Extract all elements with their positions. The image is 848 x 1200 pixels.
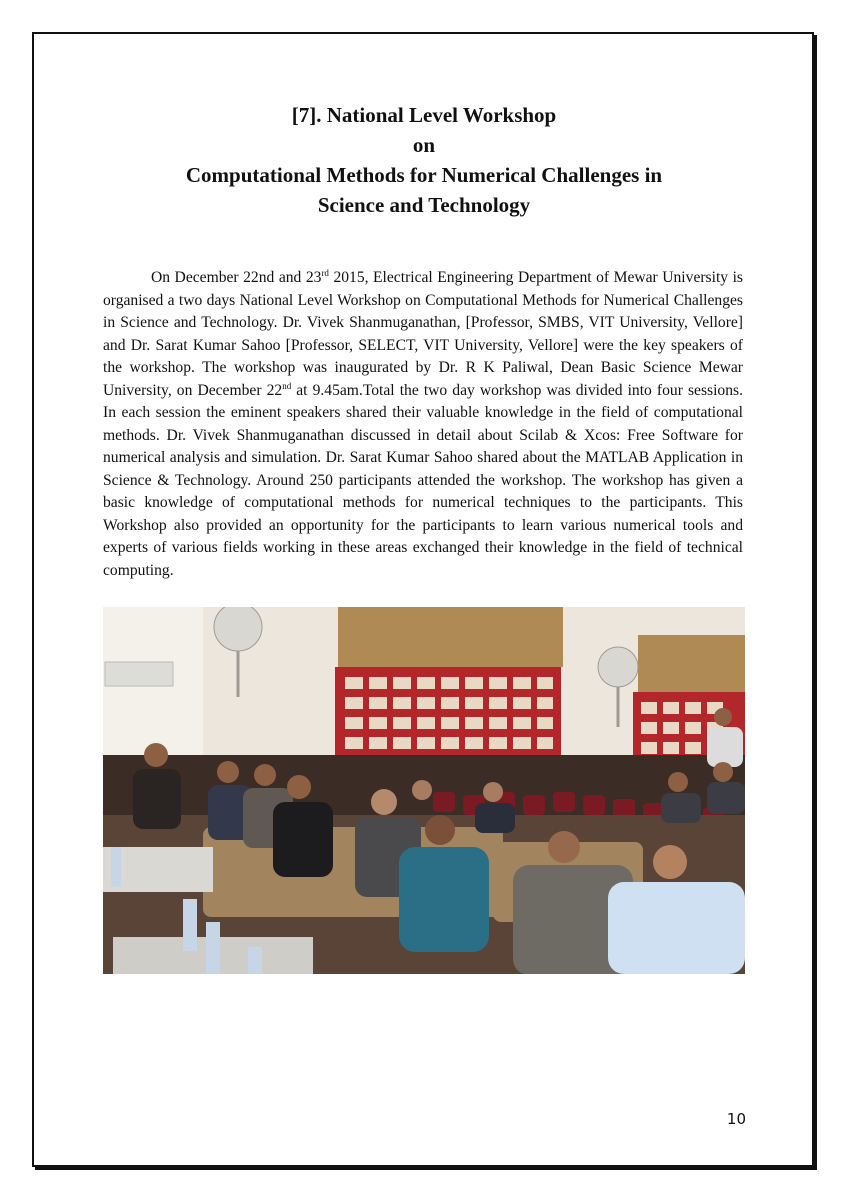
description-part-2: 2015, Electrical Engineering Department of Mewar University is organised a two days National Level Workshop on Computational Methods for Numerical Challenges in Science and Technology. Dr. Vivek Shanmuganathan, [Professor, SMBS, VIT University, Vellore] and Dr. Sarat Kumar Sahoo [Professor, SELECT, VIT University, Vellore] were the key speakers of the workshop. The workshop was inaugurated by Dr. R K Paliwal, Dean Basic Science Mewar University, on December 22 [103,269,743,399]
superscript-nd: nd [282,380,292,391]
title-line-3: Computational Methods for Numerical Challenges in [185,163,663,187]
workshop-description [103,267,743,582]
workshop-photo [103,607,745,974]
description-part-3: at 9.45am.Total the two day workshop was divided into four sessions. In each session the eminent speakers shared their valuable knowledge in the field of computational methods. Dr. Vivek Shanmuganathan discussed in detail about Scilab & Xcos: Free Software for numerical analysis and simulation. Dr. Sarat Kumar Sahoo shared about the MATLAB Application in Science & Technology. Around 250 participants attended the workshop. The workshop has given a basic knowledge of computational methods for numerical techniques to the participants. This Workshop also provided an opportunity for the participants to learn various numerical tools and experts of various fields working in these areas exchanged their knowledge in the field of technical computing. [103,381,743,579]
workshop-title [0,100,848,220]
title-line-2: on [412,133,436,157]
title-line-1: [7]. National Level Workshop [291,103,557,127]
page-number: 10 [726,1110,746,1128]
title-line-4: Science and Technology [317,193,531,217]
description-part-1: On December 22nd and 23 [151,269,322,286]
superscript-rd: rd [321,267,329,278]
